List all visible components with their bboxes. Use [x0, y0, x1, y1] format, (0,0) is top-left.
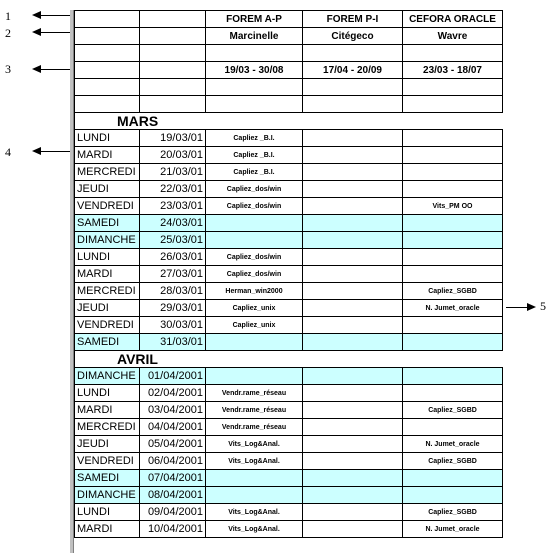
- arrow-4: [38, 151, 70, 152]
- period-3[interactable]: 23/03 - 18/07: [403, 62, 503, 79]
- session-forem-pi[interactable]: [303, 283, 403, 300]
- date-cell[interactable]: 21/03/01: [140, 164, 206, 181]
- session-cefora[interactable]: [403, 334, 503, 351]
- session-forem-ap[interactable]: Vits_Log&Anal.: [206, 436, 303, 453]
- month-label-mars: MARS: [117, 113, 159, 129]
- session-forem-ap[interactable]: [206, 487, 303, 504]
- date-cell[interactable]: 27/03/01: [140, 266, 206, 283]
- day-row: [75, 453, 503, 470]
- course-name-1[interactable]: FOREM A-P: [206, 11, 303, 28]
- session-forem-pi[interactable]: [303, 419, 403, 436]
- day-row: [75, 436, 503, 453]
- day-cell[interactable]: SAMEDI: [75, 470, 140, 487]
- day-cell[interactable]: LUNDI: [75, 504, 140, 521]
- session-forem-pi[interactable]: [303, 368, 403, 385]
- day-cell[interactable]: JEUDI: [75, 300, 140, 317]
- course-name-2[interactable]: FOREM P-I: [303, 11, 403, 28]
- month-row-avril: [75, 351, 503, 368]
- session-forem-ap[interactable]: Vendr.rame_réseau: [206, 419, 303, 436]
- date-cell[interactable]: 01/04/2001: [140, 368, 206, 385]
- date-cell[interactable]: 31/03/01: [140, 334, 206, 351]
- day-row: [75, 334, 503, 351]
- arrow-4-head: [32, 147, 41, 155]
- callout-2: 2: [5, 26, 11, 40]
- session-forem-ap[interactable]: Capliez_unix: [206, 317, 303, 334]
- session-cefora[interactable]: Capliez_SGBD: [403, 453, 503, 470]
- spreadsheet: [70, 10, 504, 553]
- date-cell[interactable]: 29/03/01: [140, 300, 206, 317]
- month-row-mars: [75, 113, 503, 130]
- session-forem-ap[interactable]: [206, 470, 303, 487]
- session-cefora[interactable]: [403, 164, 503, 181]
- day-row: [75, 385, 503, 402]
- date-cell[interactable]: 26/03/01: [140, 249, 206, 266]
- day-row: [75, 521, 503, 538]
- period-row: [75, 62, 503, 79]
- session-forem-ap[interactable]: Vendr.rame_réseau: [206, 385, 303, 402]
- location-3[interactable]: Wavre: [403, 28, 503, 45]
- session-forem-pi[interactable]: [303, 181, 403, 198]
- session-cefora[interactable]: [403, 470, 503, 487]
- date-cell[interactable]: 08/04/2001: [140, 487, 206, 504]
- month-label-avril: AVRIL: [117, 351, 158, 367]
- session-forem-ap[interactable]: [206, 215, 303, 232]
- day-row: [75, 181, 503, 198]
- day-row: [75, 130, 503, 147]
- day-cell[interactable]: LUNDI: [75, 249, 140, 266]
- callout-4: 4: [5, 145, 11, 159]
- day-row: [75, 215, 503, 232]
- date-cell[interactable]: 05/04/2001: [140, 436, 206, 453]
- day-row: [75, 147, 503, 164]
- date-cell[interactable]: 30/03/01: [140, 317, 206, 334]
- session-forem-ap[interactable]: Capliez _B.I.: [206, 147, 303, 164]
- session-forem-ap[interactable]: Herman_win2000: [206, 283, 303, 300]
- arrow-5-head: [527, 303, 536, 311]
- session-forem-pi[interactable]: [303, 300, 403, 317]
- session-forem-pi[interactable]: [303, 436, 403, 453]
- session-cefora[interactable]: [403, 147, 503, 164]
- day-cell[interactable]: JEUDI: [75, 436, 140, 453]
- session-forem-ap[interactable]: [206, 334, 303, 351]
- session-cefora[interactable]: Capliez_SGBD: [403, 402, 503, 419]
- session-cefora[interactable]: [403, 385, 503, 402]
- day-cell[interactable]: MARDI: [75, 521, 140, 538]
- session-forem-ap[interactable]: Capliez _B.I.: [206, 130, 303, 147]
- arrow-1: [38, 15, 70, 16]
- session-cefora[interactable]: N. Jumet_oracle: [403, 300, 503, 317]
- day-row: [75, 164, 503, 181]
- day-row: [75, 266, 503, 283]
- session-cefora[interactable]: [403, 215, 503, 232]
- location-1[interactable]: Marcinelle: [206, 28, 303, 45]
- session-forem-ap[interactable]: Capliez_unix: [206, 300, 303, 317]
- session-forem-pi[interactable]: [303, 317, 403, 334]
- session-forem-ap[interactable]: [206, 232, 303, 249]
- course-name-3[interactable]: CEFORA ORACLE: [403, 11, 503, 28]
- arrow-1-head: [32, 11, 41, 19]
- day-row: [75, 283, 503, 300]
- session-forem-ap[interactable]: [206, 368, 303, 385]
- day-cell[interactable]: MERCREDI: [75, 164, 140, 181]
- session-forem-ap[interactable]: Capliez_dos/win: [206, 249, 303, 266]
- session-cefora[interactable]: [403, 130, 503, 147]
- session-cefora[interactable]: [403, 419, 503, 436]
- day-cell[interactable]: MARDI: [75, 147, 140, 164]
- date-cell[interactable]: 19/03/01: [140, 130, 206, 147]
- date-cell[interactable]: 07/04/2001: [140, 470, 206, 487]
- session-cefora[interactable]: [403, 232, 503, 249]
- period-2[interactable]: 17/04 - 20/09: [303, 62, 403, 79]
- day-row: [75, 504, 503, 521]
- session-forem-pi[interactable]: [303, 198, 403, 215]
- session-cefora[interactable]: [403, 317, 503, 334]
- blank-row: [75, 79, 503, 96]
- location-2[interactable]: Citégeco: [303, 28, 403, 45]
- session-forem-ap[interactable]: Vits_Log&Anal.: [206, 453, 303, 470]
- date-cell[interactable]: 22/03/01: [140, 181, 206, 198]
- day-cell[interactable]: SAMEDI: [75, 334, 140, 351]
- day-cell[interactable]: MERCREDI: [75, 283, 140, 300]
- location-row: [75, 28, 503, 45]
- callout-1: 1: [5, 9, 11, 23]
- session-cefora[interactable]: Vits_PM OO: [403, 198, 503, 215]
- session-cefora[interactable]: [403, 487, 503, 504]
- period-1[interactable]: 19/03 - 30/08: [206, 62, 303, 79]
- session-forem-ap[interactable]: Capliez _B.I.: [206, 164, 303, 181]
- day-cell[interactable]: MERCREDI: [75, 419, 140, 436]
- course-header-row: [75, 11, 503, 28]
- session-forem-ap[interactable]: Vits_Log&Anal.: [206, 504, 303, 521]
- session-forem-pi[interactable]: [303, 215, 403, 232]
- session-cefora[interactable]: [403, 266, 503, 283]
- day-cell[interactable]: DIMANCHE: [75, 487, 140, 504]
- session-cefora[interactable]: N. Jumet_oracle: [403, 436, 503, 453]
- session-forem-pi[interactable]: [303, 402, 403, 419]
- day-row: [75, 317, 503, 334]
- day-cell[interactable]: VENDREDI: [75, 317, 140, 334]
- session-cefora[interactable]: [403, 249, 503, 266]
- session-forem-pi[interactable]: [303, 232, 403, 249]
- day-cell[interactable]: VENDREDI: [75, 453, 140, 470]
- date-cell[interactable]: 23/03/01: [140, 198, 206, 215]
- session-forem-pi[interactable]: [303, 334, 403, 351]
- session-cefora[interactable]: N. Jumet_oracle: [403, 521, 503, 538]
- session-forem-pi[interactable]: [303, 385, 403, 402]
- day-row: [75, 300, 503, 317]
- date-cell[interactable]: 25/03/01: [140, 232, 206, 249]
- day-cell[interactable]: SAMEDI: [75, 215, 140, 232]
- day-cell[interactable]: LUNDI: [75, 130, 140, 147]
- row-header-strip: [70, 10, 74, 553]
- schedule-table: [74, 10, 503, 538]
- session-cefora[interactable]: Capliez_SGBD: [403, 283, 503, 300]
- day-row: [75, 232, 503, 249]
- date-cell[interactable]: 10/04/2001: [140, 521, 206, 538]
- callout-3: 3: [5, 62, 11, 76]
- session-forem-pi[interactable]: [303, 487, 403, 504]
- day-cell[interactable]: DIMANCHE: [75, 232, 140, 249]
- session-forem-pi[interactable]: [303, 504, 403, 521]
- day-cell[interactable]: LUNDI: [75, 385, 140, 402]
- day-cell[interactable]: MARDI: [75, 402, 140, 419]
- date-cell[interactable]: 28/03/01: [140, 283, 206, 300]
- day-row: [75, 487, 503, 504]
- day-row: [75, 368, 503, 385]
- arrow-2-head: [32, 28, 41, 36]
- session-forem-ap[interactable]: Capliez_dos/win: [206, 266, 303, 283]
- date-cell[interactable]: 20/03/01: [140, 147, 206, 164]
- arrow-2: [38, 32, 70, 33]
- session-cefora[interactable]: [403, 368, 503, 385]
- session-forem-pi[interactable]: [303, 249, 403, 266]
- day-row: [75, 470, 503, 487]
- session-forem-ap[interactable]: Vits_Log&Anal.: [206, 521, 303, 538]
- arrow-5: [506, 307, 528, 308]
- blank-row: [75, 45, 503, 62]
- day-row: [75, 198, 503, 215]
- session-forem-pi[interactable]: [303, 266, 403, 283]
- session-cefora[interactable]: [403, 181, 503, 198]
- session-forem-ap[interactable]: Capliez_dos/win: [206, 198, 303, 215]
- date-cell[interactable]: 04/04/2001: [140, 419, 206, 436]
- arrow-3-head: [32, 65, 41, 73]
- day-row: [75, 249, 503, 266]
- day-cell[interactable]: DIMANCHE: [75, 368, 140, 385]
- date-cell[interactable]: 06/04/2001: [140, 453, 206, 470]
- date-cell[interactable]: 24/03/01: [140, 215, 206, 232]
- session-forem-pi[interactable]: [303, 470, 403, 487]
- day-cell[interactable]: VENDREDI: [75, 198, 140, 215]
- session-forem-pi[interactable]: [303, 164, 403, 181]
- date-cell[interactable]: 02/04/2001: [140, 385, 206, 402]
- blank-row: [75, 96, 503, 113]
- session-forem-pi[interactable]: [303, 521, 403, 538]
- day-row: [75, 402, 503, 419]
- date-cell[interactable]: 03/04/2001: [140, 402, 206, 419]
- session-forem-pi[interactable]: [303, 130, 403, 147]
- arrow-3: [38, 69, 70, 70]
- date-cell[interactable]: 09/04/2001: [140, 504, 206, 521]
- day-cell[interactable]: MARDI: [75, 266, 140, 283]
- callout-5: 5: [540, 299, 546, 313]
- session-cefora[interactable]: Capliez_SGBD: [403, 504, 503, 521]
- day-cell[interactable]: JEUDI: [75, 181, 140, 198]
- session-forem-ap[interactable]: Capliez_dos/win: [206, 181, 303, 198]
- day-row: [75, 419, 503, 436]
- session-forem-pi[interactable]: [303, 453, 403, 470]
- session-forem-pi[interactable]: [303, 147, 403, 164]
- session-forem-ap[interactable]: Vendr.rame_réseau: [206, 402, 303, 419]
